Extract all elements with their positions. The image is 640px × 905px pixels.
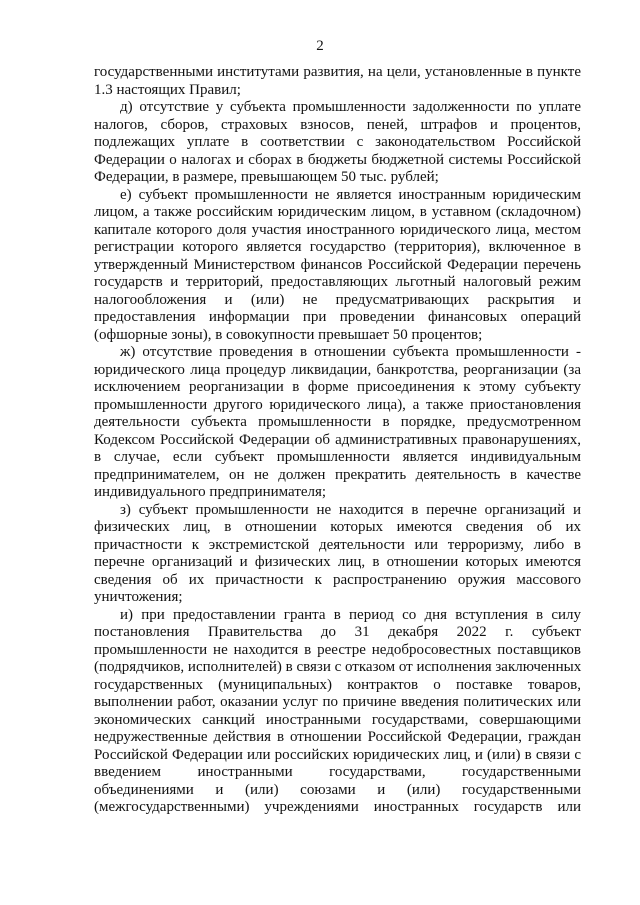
paragraph-item-e xyxy=(94,187,581,345)
text-line: Федерации о налогах и сборах в бюджеты бюджетной системы Российской xyxy=(94,151,581,168)
document-body xyxy=(94,64,581,817)
text-line: введением иностранными государствами, государственными xyxy=(94,764,581,780)
paragraph-item-z xyxy=(94,502,581,607)
paragraph-item-d xyxy=(94,99,581,187)
text-line: предпринимателем, он не должен прекратить деятельность в качестве xyxy=(94,466,581,483)
text-line: юридического лица процедур ликвидации, банкротства, реорганизации (за xyxy=(94,361,581,378)
text-line: уничтожения; xyxy=(94,589,183,605)
text-line: (межгосударственными) учреждениями иностранных государств или xyxy=(94,799,581,815)
text-line: регистрации которого является государство (территория), включенное в xyxy=(94,239,581,255)
text-line: в случае, если субъект промышленности является индивидуальным xyxy=(94,449,581,465)
text-line: е) субъект промышленности не является иностранным юридическим xyxy=(120,186,581,203)
paragraph-item-i xyxy=(94,607,581,817)
text-line: налогообложения и (или) не предусматривающих раскрытия и xyxy=(94,291,581,308)
text-line: недружественные действия в отношении Российской Федерации, граждан xyxy=(94,729,581,745)
text-line: Федерации, в размере, превышающем 50 тыс. рублей; xyxy=(94,169,439,185)
text-line: перечне организаций и физических лиц, в отношении которых имеются xyxy=(94,554,581,570)
text-line: д) отсутствие у субъекта промышленности задолженности по уплате xyxy=(120,99,581,115)
text-line: утвержденный Министерством финансов Российской Федерации перечень xyxy=(94,256,581,273)
page-number: 2 xyxy=(316,38,324,54)
text-line: деятельности субъекта промышленности в порядке, предусмотренном xyxy=(94,414,581,430)
text-line: Российской Федерации или российских юридических лиц, и (или) в связи с xyxy=(94,746,581,763)
text-line: подлежащих уплате в соответствии с законодательством Российской xyxy=(94,134,581,150)
text-line: государственных (муниципальных) контрактов о поставке товаров, xyxy=(94,676,581,693)
text-line: объединениями и (или) союзами и (или) государственными xyxy=(94,781,581,798)
paragraph-item-zh xyxy=(94,344,581,502)
text-line: государственными институтами развития, на цели, установленные в пункте xyxy=(94,64,581,80)
text-line: предоставления информации при проведении финансовых операций xyxy=(94,309,581,325)
text-line: Кодексом Российской Федерации об административных правонарушениях, xyxy=(94,431,581,448)
text-line: (подрядчиков, исполнителей) в связи с отказом от исполнения заключенных xyxy=(94,659,582,675)
text-line: государств и территорий, предоставляющих льготный налоговый режим xyxy=(94,274,581,290)
text-line: экономических санкций иностранными государствами, совершающими xyxy=(94,711,581,728)
text-line: (офшорные зоны), в совокупности превышает 50 процентов; xyxy=(94,326,483,343)
text-line: постановления Правительства до 31 декабря 2022 г. субъект xyxy=(94,624,581,640)
text-line: исключением реорганизации в форме присоединения к этому субъекту xyxy=(94,379,581,395)
text-line: сведения об их причастности к распространению оружия массового xyxy=(94,571,581,588)
text-line: индивидуального предпринимателя; xyxy=(94,484,327,500)
text-line: промышленности другого юридического лица), а также приостановления xyxy=(94,396,581,413)
paragraph-continuation xyxy=(94,64,581,99)
text-line: ж) отсутствие проведения в отношении субъекта промышленности - xyxy=(120,344,581,360)
text-line: причастности к экстремистской деятельности или терроризму, либо в xyxy=(94,536,581,553)
text-line: налогов, сборов, страховых взносов, пеней, штрафов и процентов, xyxy=(94,116,581,133)
text-line: выполнении работ, оказании услуг по причине введения политических или xyxy=(94,694,581,710)
text-line: физических лиц, в отношении которых имеются сведения об их xyxy=(94,519,581,535)
text-line: и) при предоставлении гранта в период со дня вступления в силу xyxy=(120,606,581,623)
text-line: промышленности не находится в реестре недобросовестных поставщиков xyxy=(94,641,581,658)
text-line: лицом, а также российским юридическим лицом, в уставном (складочном) xyxy=(94,204,581,220)
text-line: капитале которого доля участия иностранного юридического лица, местом xyxy=(94,221,581,238)
text-line: з) субъект промышленности не находится в перечне организаций и xyxy=(120,501,581,518)
text-line: 1.3 настоящих Правил; xyxy=(94,81,241,98)
